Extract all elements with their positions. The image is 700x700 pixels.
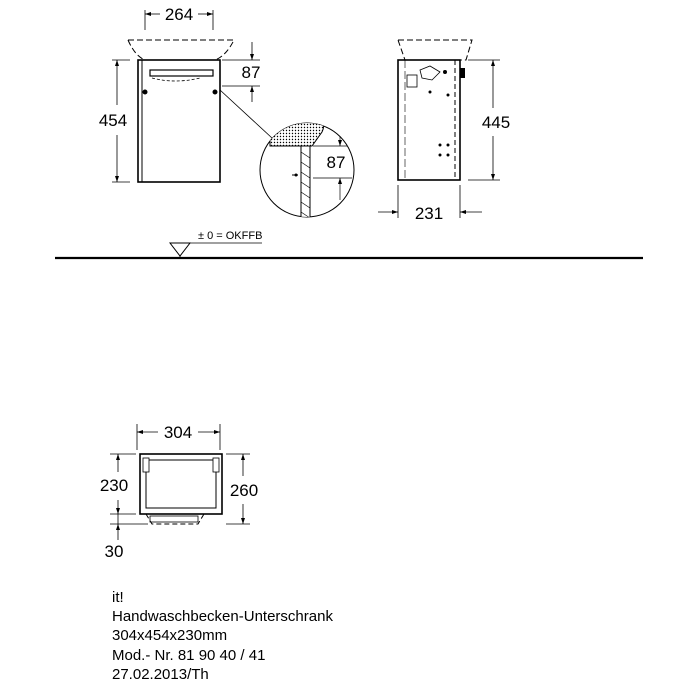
top-basin-outline: [146, 514, 204, 524]
front-cabinet-body: [138, 60, 220, 182]
detail-top-section: [270, 118, 324, 146]
detail-dim-label: 87: [326, 153, 346, 172]
front-handle-slot: [150, 70, 213, 76]
front-height-dim-label: 454: [98, 111, 128, 130]
top-depth-dim-right-label: 260: [229, 481, 259, 500]
product-series: it!: [112, 589, 124, 606]
front-view: [112, 10, 272, 182]
product-info: [112, 588, 333, 684]
product-model-number: Mod.- Nr. 81 90 40 / 41: [112, 646, 266, 664]
top-offset-dim-label: 30: [104, 542, 124, 561]
front-width-dim-label: 264: [164, 5, 194, 24]
side-height-dim-label: 445: [481, 113, 511, 132]
top-depth-dim-left-label: 230: [99, 476, 129, 495]
product-name: Handwaschbecken-Unterschrank: [112, 608, 333, 626]
side-basin-outline: [398, 40, 472, 60]
product-dimensions: 304x454x230mm: [112, 627, 228, 645]
drawing-date: 27.02.2013/Th: [112, 665, 209, 683]
top-cabinet-body: [140, 454, 222, 514]
front-handle-dim-label: 87: [241, 63, 261, 82]
detail-panel: [301, 146, 310, 226]
front-basin-outline: [128, 40, 234, 60]
front-hinge-left: [143, 90, 147, 94]
front-hinge-right: [213, 90, 217, 94]
side-handle: [460, 68, 465, 78]
floor-reference-triangle: [170, 243, 190, 256]
side-depth-dim-label: 231: [414, 204, 444, 223]
top-width-dim-label: 304: [163, 423, 193, 442]
floor-reference-label: ± 0 = OKFFB: [198, 230, 263, 242]
floor-line: [55, 243, 643, 258]
detail-view: [260, 118, 354, 226]
